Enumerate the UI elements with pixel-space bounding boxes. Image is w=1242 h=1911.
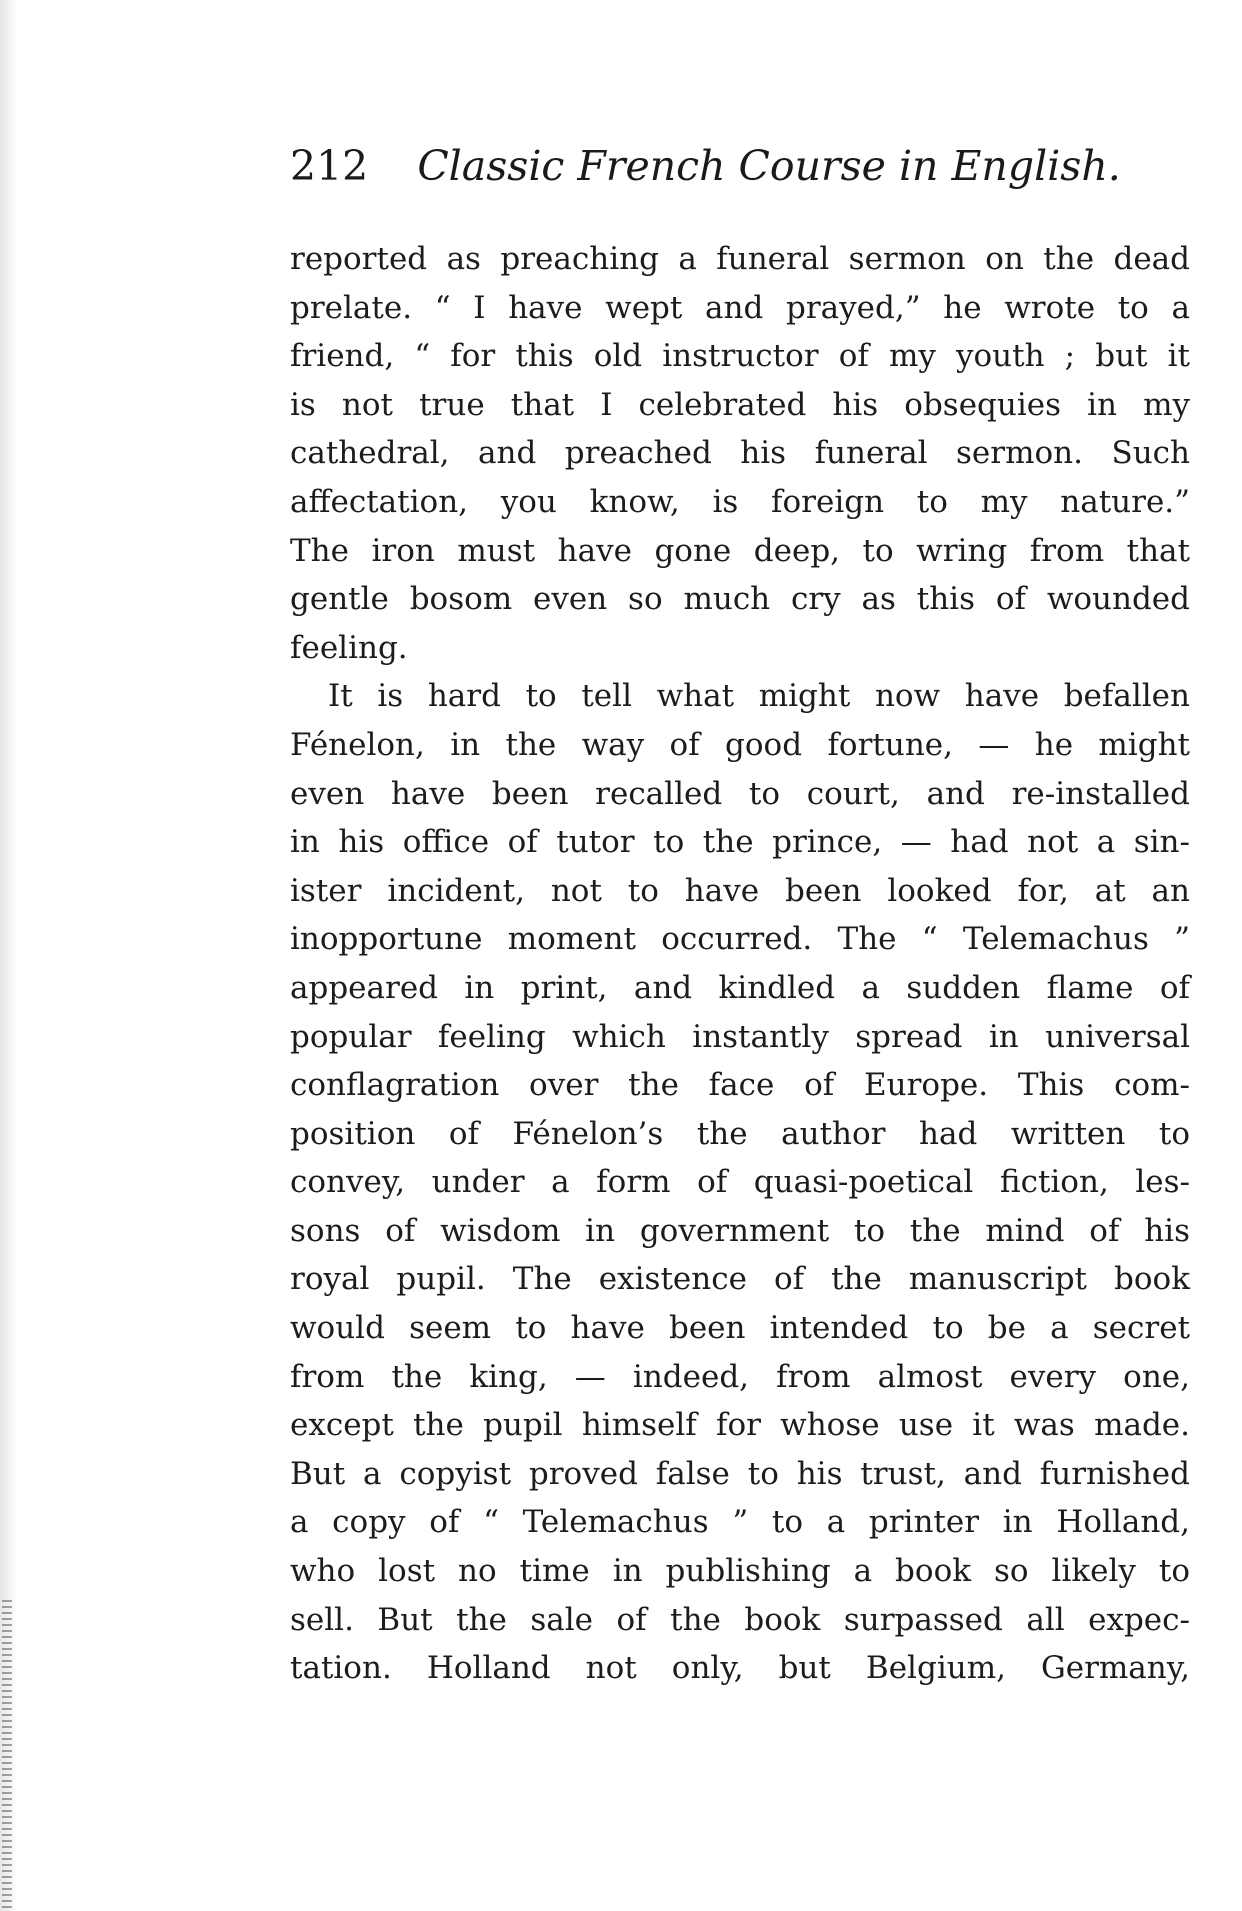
- text-line: The iron must have gone deep, to wring from that: [290, 532, 1190, 569]
- paragraph-end-line: feeling.: [290, 629, 408, 666]
- text-line: who lost no time in publishing a book so likely to: [290, 1553, 1190, 1590]
- text-line: royal pupil. The existence of the manuscript book: [290, 1261, 1190, 1298]
- text-line: from the king, — indeed, from almost every one,: [290, 1358, 1190, 1395]
- running-head: [290, 142, 1190, 190]
- text-line: is not true that I celebrated his obsequies in my: [290, 386, 1190, 423]
- body-text: [290, 235, 1190, 1693]
- text-line: inopportune moment occurred. The “ Telemachus ”: [290, 921, 1190, 958]
- text-line: Fénelon, in the way of good fortune, — he might: [290, 726, 1190, 763]
- text-line: friend, “ for this old instructor of my youth ; but it: [290, 338, 1190, 375]
- binding-edge: [2, 1600, 12, 1911]
- text-line: sons of wisdom in government to the mind of his: [290, 1212, 1190, 1249]
- text-line: sell. But the sale of the book surpassed all expec-: [290, 1601, 1190, 1638]
- text-line: a copy of “ Telemachus ” to a printer in Holland,: [290, 1504, 1190, 1541]
- text-line: cathedral, and preached his funeral sermon. Such: [290, 435, 1190, 472]
- text-line: in his office of tutor to the prince, — had not a sin-: [290, 824, 1190, 861]
- text-line: prelate. “ I have wept and prayed,” he wrote to a: [290, 289, 1190, 326]
- text-line: gentle bosom even so much cry as this of wounded: [290, 581, 1190, 618]
- text-line: convey, under a form of quasi-poetical fiction, les-: [290, 1164, 1190, 1201]
- page-number: 212: [290, 142, 369, 190]
- text-line: appeared in print, and kindled a sudden flame of: [290, 969, 1190, 1006]
- book-title: Classic French Course in English.: [417, 142, 1121, 190]
- paragraph-start-line: It is hard to tell what might now have befallen: [328, 678, 1190, 715]
- text-line: even have been recalled to court, and re-installed: [290, 775, 1190, 812]
- text-line: would seem to have been intended to be a secret: [290, 1310, 1190, 1347]
- text-line: except the pupil himself for whose use it was made.: [290, 1407, 1190, 1444]
- text-line: popular feeling which instantly spread in universal: [290, 1018, 1190, 1055]
- text-line: affectation, you know, is foreign to my nature.”: [290, 483, 1190, 520]
- text-line: But a copyist proved false to his trust, and furnished: [290, 1455, 1190, 1492]
- text-line: tation. Holland not only, but Belgium, Germany,: [290, 1650, 1190, 1687]
- text-line: conflagration over the face of Europe. This com-: [290, 1067, 1190, 1104]
- text-line: position of Fénelon’s the author had written to: [290, 1115, 1190, 1152]
- text-line: ister incident, not to have been looked for, at an: [290, 872, 1190, 909]
- text-line: reported as preaching a funeral sermon on the dead: [290, 241, 1190, 277]
